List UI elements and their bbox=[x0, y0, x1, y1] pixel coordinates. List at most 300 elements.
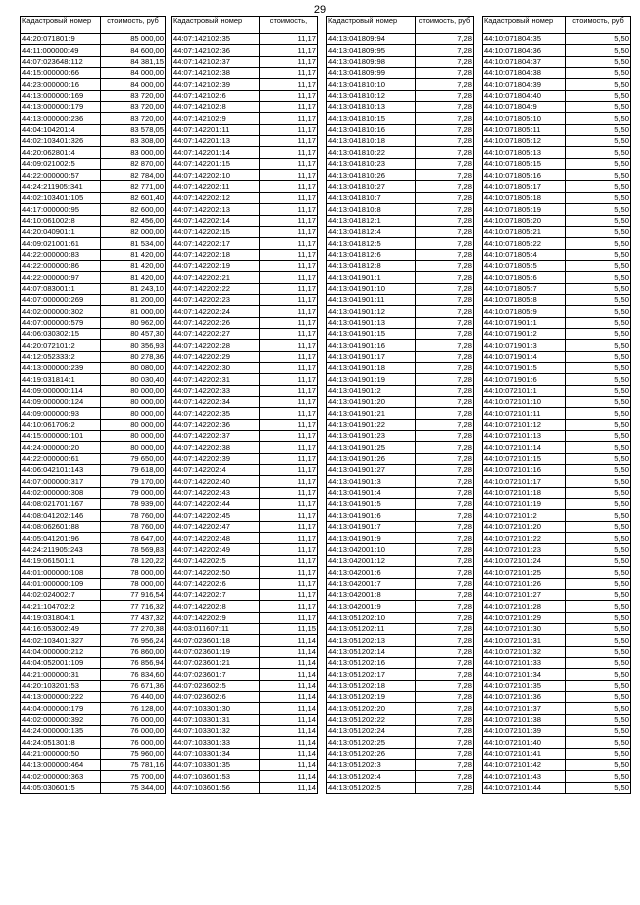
cadastral-number-cell: 44:13:041901:2 bbox=[327, 385, 416, 396]
cadastral-number-cell: 44:13:051202:24 bbox=[327, 725, 416, 736]
cadastral-number-cell: 44:12:052333:2 bbox=[21, 351, 101, 362]
cost-cell: 83 578,05 bbox=[101, 124, 166, 135]
table-row bbox=[327, 623, 474, 634]
cadastral-number-cell: 44:07:142202:31 bbox=[172, 374, 260, 385]
table-row bbox=[327, 669, 474, 680]
cost-cell: 11,14 bbox=[260, 646, 318, 657]
table-row bbox=[483, 90, 631, 101]
table-row bbox=[21, 260, 166, 271]
cost-cell: 7,28 bbox=[416, 102, 474, 113]
cost-cell: 76 128,00 bbox=[101, 703, 166, 714]
cost-cell: 5,50 bbox=[566, 283, 631, 294]
cadastral-number-cell: 44:10:072101:44 bbox=[483, 782, 566, 793]
cost-cell: 80 000,00 bbox=[101, 431, 166, 442]
cost-cell: 11,17 bbox=[260, 533, 318, 544]
table-row bbox=[172, 419, 318, 430]
cadastral-number-cell: 44:11:000000:49 bbox=[21, 45, 101, 56]
cadastral-number-cell: 44:10:072101:13 bbox=[483, 431, 566, 442]
cost-cell: 11,17 bbox=[260, 294, 318, 305]
cadastral-number-cell: 44:07:142201:11 bbox=[172, 124, 260, 135]
table-row bbox=[483, 226, 631, 237]
cost-cell: 82 771,00 bbox=[101, 181, 166, 192]
table-row bbox=[327, 555, 474, 566]
cost-cell: 11,14 bbox=[260, 760, 318, 771]
table-row bbox=[172, 136, 318, 147]
cost-cell: 5,50 bbox=[566, 771, 631, 782]
cost-cell: 81 534,00 bbox=[101, 238, 166, 249]
cadastral-number-cell: 44:10:071901:3 bbox=[483, 340, 566, 351]
table-row bbox=[483, 272, 631, 283]
table-row bbox=[172, 442, 318, 453]
cost-cell: 80 457,30 bbox=[101, 328, 166, 339]
table-row bbox=[483, 465, 631, 476]
cost-cell: 11,17 bbox=[260, 79, 318, 90]
table-row bbox=[172, 510, 318, 521]
table-row bbox=[172, 487, 318, 498]
cadastral-number-cell: 44:07:142202:37 bbox=[172, 431, 260, 442]
cadastral-number-cell: 44:13:041810:12 bbox=[327, 90, 416, 101]
cost-cell: 11,17 bbox=[260, 385, 318, 396]
cadastral-number-cell: 44:10:071805:16 bbox=[483, 170, 566, 181]
cost-cell: 5,50 bbox=[566, 623, 631, 634]
cost-cell: 82 000,00 bbox=[101, 226, 166, 237]
table-row bbox=[172, 578, 318, 589]
table-row bbox=[327, 340, 474, 351]
cadastral-number-cell: 44:10:071901:5 bbox=[483, 362, 566, 373]
cost-cell: 7,28 bbox=[416, 635, 474, 646]
cadastral-number-cell: 44:02:103401:105 bbox=[21, 192, 101, 203]
cost-cell: 7,28 bbox=[416, 34, 474, 45]
header-cost: стоимость, руб bbox=[101, 17, 166, 34]
cost-cell: 80 000,00 bbox=[101, 419, 166, 430]
table-row bbox=[327, 465, 474, 476]
table-row bbox=[21, 635, 166, 646]
cost-cell: 78 760,00 bbox=[101, 510, 166, 521]
cost-cell: 7,28 bbox=[416, 215, 474, 226]
cost-cell: 11,17 bbox=[260, 306, 318, 317]
table-row bbox=[21, 680, 166, 691]
table-row bbox=[21, 340, 166, 351]
cost-cell: 11,17 bbox=[260, 272, 318, 283]
cadastral-number-cell: 44:10:071805:12 bbox=[483, 136, 566, 147]
table-row bbox=[21, 158, 166, 169]
table-row bbox=[327, 306, 474, 317]
cadastral-number-cell: 44:13:051202:4 bbox=[327, 771, 416, 782]
cadastral-number-cell: 44:10:072101:23 bbox=[483, 544, 566, 555]
cadastral-number-cell: 44:02:000000:392 bbox=[21, 714, 101, 725]
cadastral-number-cell: 44:07:142202:38 bbox=[172, 442, 260, 453]
cost-cell: 5,50 bbox=[566, 408, 631, 419]
cost-cell: 11,17 bbox=[260, 170, 318, 181]
table-row bbox=[483, 192, 631, 203]
table-row bbox=[327, 487, 474, 498]
table-row bbox=[327, 521, 474, 532]
table-row bbox=[21, 113, 166, 124]
table-row bbox=[483, 703, 631, 714]
cadastral-number-cell: 44:10:071804:39 bbox=[483, 79, 566, 90]
cost-cell: 7,28 bbox=[416, 306, 474, 317]
cadastral-number-cell: 44:13:051202:3 bbox=[327, 760, 416, 771]
table-row bbox=[327, 136, 474, 147]
cadastral-number-cell: 44:13:041810:10 bbox=[327, 79, 416, 90]
cadastral-number-cell: 44:09:000000:93 bbox=[21, 408, 101, 419]
cadastral-number-cell: 44:07:142202:50 bbox=[172, 567, 260, 578]
cadastral-number-cell: 44:13:042001:12 bbox=[327, 555, 416, 566]
table-row bbox=[327, 635, 474, 646]
cadastral-number-cell: 44:10:072101:22 bbox=[483, 533, 566, 544]
table-row bbox=[327, 589, 474, 600]
cadastral-number-cell: 44:13:042001:6 bbox=[327, 567, 416, 578]
table-row bbox=[483, 533, 631, 544]
table-row bbox=[21, 283, 166, 294]
cost-cell: 5,50 bbox=[566, 351, 631, 362]
cadastral-number-cell: 44:10:071805:7 bbox=[483, 283, 566, 294]
table-row bbox=[483, 782, 631, 793]
table-row bbox=[172, 340, 318, 351]
table-row bbox=[21, 476, 166, 487]
table-row bbox=[327, 453, 474, 464]
cadastral-number-cell: 44:13:000000:236 bbox=[21, 113, 101, 124]
table-row bbox=[483, 56, 631, 67]
cadastral-number-cell: 44:10:072101:32 bbox=[483, 646, 566, 657]
cost-cell: 81 000,00 bbox=[101, 306, 166, 317]
cadastral-number-cell: 44:10:072101:43 bbox=[483, 771, 566, 782]
cadastral-number-cell: 44:10:072101:39 bbox=[483, 725, 566, 736]
cadastral-number-cell: 44:22:000000:57 bbox=[21, 170, 101, 181]
table-row bbox=[483, 283, 631, 294]
table-row bbox=[172, 102, 318, 113]
cost-cell: 5,50 bbox=[566, 748, 631, 759]
table-row bbox=[327, 771, 474, 782]
cadastral-number-cell: 44:07:142102:36 bbox=[172, 45, 260, 56]
cadastral-number-cell: 44:13:041812:4 bbox=[327, 226, 416, 237]
header-cadastral-number: Кадастровый номер bbox=[21, 17, 101, 34]
cadastral-number-cell: 44:13:000000:222 bbox=[21, 691, 101, 702]
cadastral-number-cell: 44:07:103601:56 bbox=[172, 782, 260, 793]
cadastral-number-cell: 44:13:041809:95 bbox=[327, 45, 416, 56]
cost-cell: 80 080,00 bbox=[101, 362, 166, 373]
table-row bbox=[483, 238, 631, 249]
table-row bbox=[21, 521, 166, 532]
table-row bbox=[327, 90, 474, 101]
cadastral-number-cell: 44:20:062801:4 bbox=[21, 147, 101, 158]
table-row bbox=[327, 782, 474, 793]
cadastral-number-cell: 44:13:041901:25 bbox=[327, 442, 416, 453]
table-row bbox=[172, 601, 318, 612]
cadastral-number-cell: 44:03:011607:11 bbox=[172, 623, 260, 634]
table-row bbox=[172, 249, 318, 260]
cadastral-number-cell: 44:07:142102:37 bbox=[172, 56, 260, 67]
cost-cell: 5,50 bbox=[566, 362, 631, 373]
cost-cell: 77 437,32 bbox=[101, 612, 166, 623]
cadastral-number-cell: 44:06:042101:143 bbox=[21, 465, 101, 476]
cost-cell: 11,17 bbox=[260, 521, 318, 532]
table-row bbox=[327, 442, 474, 453]
table-row bbox=[21, 487, 166, 498]
cost-cell: 80 030,40 bbox=[101, 374, 166, 385]
table-row bbox=[172, 760, 318, 771]
table-row bbox=[327, 419, 474, 430]
cost-cell: 5,50 bbox=[566, 533, 631, 544]
cadastral-number-cell: 44:13:051202:22 bbox=[327, 714, 416, 725]
table-row bbox=[172, 408, 318, 419]
table-row bbox=[483, 260, 631, 271]
cost-cell: 80 000,00 bbox=[101, 442, 166, 453]
cost-cell: 82 601,40 bbox=[101, 192, 166, 203]
table-row bbox=[21, 181, 166, 192]
cadastral-number-cell: 44:24:211905:243 bbox=[21, 544, 101, 555]
cost-cell: 83 720,00 bbox=[101, 102, 166, 113]
table-row bbox=[21, 555, 166, 566]
table-row bbox=[327, 204, 474, 215]
table-row bbox=[172, 204, 318, 215]
cadastral-number-cell: 44:13:041810:15 bbox=[327, 113, 416, 124]
table-row bbox=[172, 703, 318, 714]
cost-cell: 7,28 bbox=[416, 374, 474, 385]
cost-cell: 5,50 bbox=[566, 657, 631, 668]
table-row bbox=[327, 748, 474, 759]
cadastral-number-cell: 44:01:000000:108 bbox=[21, 567, 101, 578]
cost-table-3 bbox=[326, 16, 474, 794]
cadastral-number-cell: 44:10:071805:5 bbox=[483, 260, 566, 271]
table-row bbox=[21, 578, 166, 589]
cadastral-number-cell: 44:20:072101:2 bbox=[21, 340, 101, 351]
cadastral-number-cell: 44:08:062601:88 bbox=[21, 521, 101, 532]
cadastral-number-cell: 44:07:142202:40 bbox=[172, 476, 260, 487]
cost-table-2 bbox=[171, 16, 318, 794]
cost-cell: 7,28 bbox=[416, 226, 474, 237]
cost-cell: 5,50 bbox=[566, 272, 631, 283]
table-row bbox=[327, 601, 474, 612]
cost-cell: 7,28 bbox=[416, 419, 474, 430]
table-row bbox=[21, 760, 166, 771]
cadastral-number-cell: 44:13:051202:11 bbox=[327, 623, 416, 634]
cadastral-number-cell: 44:13:041901:26 bbox=[327, 453, 416, 464]
cost-cell: 5,50 bbox=[566, 136, 631, 147]
cost-cell: 5,50 bbox=[566, 669, 631, 680]
cost-cell: 7,28 bbox=[416, 56, 474, 67]
cadastral-number-cell: 44:07:023648:112 bbox=[21, 56, 101, 67]
cadastral-number-cell: 44:10:072101:14 bbox=[483, 442, 566, 453]
table-row bbox=[327, 476, 474, 487]
cost-cell: 11,17 bbox=[260, 136, 318, 147]
cadastral-number-cell: 44:07:103301:32 bbox=[172, 725, 260, 736]
cost-cell: 11,14 bbox=[260, 714, 318, 725]
cost-cell: 7,28 bbox=[416, 487, 474, 498]
cadastral-number-cell: 44:13:041810:7 bbox=[327, 192, 416, 203]
cost-table-1 bbox=[20, 16, 166, 794]
cadastral-number-cell: 44:10:072101:27 bbox=[483, 589, 566, 600]
cadastral-number-cell: 44:13:051202:17 bbox=[327, 669, 416, 680]
table-row bbox=[21, 442, 166, 453]
cadastral-number-cell: 44:13:041901:16 bbox=[327, 340, 416, 351]
cost-cell: 5,50 bbox=[566, 544, 631, 555]
cadastral-number-cell: 44:10:071805:15 bbox=[483, 158, 566, 169]
cost-cell: 75 960,00 bbox=[101, 748, 166, 759]
cost-cell: 5,50 bbox=[566, 453, 631, 464]
table-row bbox=[483, 623, 631, 634]
cost-cell: 5,50 bbox=[566, 521, 631, 532]
cost-cell: 11,17 bbox=[260, 226, 318, 237]
table-row bbox=[483, 204, 631, 215]
table-row bbox=[21, 249, 166, 260]
cadastral-number-cell: 44:10:072101:20 bbox=[483, 521, 566, 532]
cost-cell: 7,28 bbox=[416, 612, 474, 623]
table-row bbox=[21, 79, 166, 90]
cost-cell: 7,28 bbox=[416, 442, 474, 453]
cost-cell: 7,28 bbox=[416, 431, 474, 442]
table-row bbox=[21, 385, 166, 396]
cost-cell: 11,17 bbox=[260, 249, 318, 260]
table-row bbox=[483, 147, 631, 158]
cost-cell: 77 270,38 bbox=[101, 623, 166, 634]
table-row bbox=[483, 510, 631, 521]
cadastral-number-cell: 44:07:142202:36 bbox=[172, 419, 260, 430]
cadastral-number-cell: 44:07:142202:12 bbox=[172, 192, 260, 203]
cost-cell: 11,14 bbox=[260, 771, 318, 782]
cost-cell: 11,17 bbox=[260, 68, 318, 79]
table-row bbox=[172, 680, 318, 691]
cost-cell: 11,17 bbox=[260, 567, 318, 578]
table-row bbox=[21, 771, 166, 782]
cost-cell: 7,28 bbox=[416, 510, 474, 521]
cost-cell: 7,28 bbox=[416, 691, 474, 702]
cost-cell: 79 000,00 bbox=[101, 487, 166, 498]
cadastral-number-cell: 44:10:072101:35 bbox=[483, 680, 566, 691]
table-row bbox=[327, 215, 474, 226]
cost-cell: 11,14 bbox=[260, 737, 318, 748]
table-row bbox=[483, 397, 631, 408]
cost-cell: 5,50 bbox=[566, 385, 631, 396]
cadastral-number-cell: 44:07:142202:47 bbox=[172, 521, 260, 532]
cadastral-number-cell: 44:07:142202:14 bbox=[172, 215, 260, 226]
cost-cell: 11,17 bbox=[260, 113, 318, 124]
cost-cell: 5,50 bbox=[566, 499, 631, 510]
cost-cell: 78 760,00 bbox=[101, 521, 166, 532]
cost-cell: 11,17 bbox=[260, 419, 318, 430]
cadastral-number-cell: 44:20:040901:1 bbox=[21, 226, 101, 237]
table-row bbox=[21, 226, 166, 237]
cost-cell: 7,28 bbox=[416, 680, 474, 691]
cadastral-number-cell: 44:05:041201:96 bbox=[21, 533, 101, 544]
table-row bbox=[327, 691, 474, 702]
table-row bbox=[483, 589, 631, 600]
table-row bbox=[172, 192, 318, 203]
cadastral-number-cell: 44:10:071804:37 bbox=[483, 56, 566, 67]
table-row bbox=[21, 623, 166, 634]
table-row bbox=[21, 646, 166, 657]
cost-cell: 84 600,00 bbox=[101, 45, 166, 56]
cost-cell: 11,14 bbox=[260, 669, 318, 680]
cost-cell: 81 420,00 bbox=[101, 249, 166, 260]
table-row bbox=[172, 181, 318, 192]
cost-cell: 11,14 bbox=[260, 748, 318, 759]
cost-cell: 11,14 bbox=[260, 680, 318, 691]
cost-cell: 7,28 bbox=[416, 90, 474, 101]
cadastral-number-cell: 44:13:000000:179 bbox=[21, 102, 101, 113]
cadastral-number-cell: 44:07:142202:35 bbox=[172, 408, 260, 419]
cost-cell: 78 000,00 bbox=[101, 578, 166, 589]
cost-cell: 7,28 bbox=[416, 782, 474, 793]
cadastral-number-cell: 44:13:041810:16 bbox=[327, 124, 416, 135]
table-row bbox=[172, 589, 318, 600]
table-row bbox=[172, 465, 318, 476]
cadastral-number-cell: 44:07:142202:45 bbox=[172, 510, 260, 521]
cost-cell: 7,28 bbox=[416, 703, 474, 714]
table-row bbox=[21, 328, 166, 339]
table-row bbox=[21, 748, 166, 759]
cost-cell: 7,28 bbox=[416, 249, 474, 260]
table-row bbox=[172, 215, 318, 226]
table-row bbox=[327, 181, 474, 192]
cadastral-number-cell: 44:10:072101:36 bbox=[483, 691, 566, 702]
table-row bbox=[21, 374, 166, 385]
cadastral-number-cell: 44:10:072101:10 bbox=[483, 397, 566, 408]
cadastral-number-cell: 44:07:142102:9 bbox=[172, 113, 260, 124]
cadastral-number-cell: 44:13:051202:10 bbox=[327, 612, 416, 623]
table-row bbox=[172, 226, 318, 237]
cost-cell: 11,17 bbox=[260, 260, 318, 271]
cadastral-number-cell: 44:22:000000:97 bbox=[21, 272, 101, 283]
cadastral-number-cell: 44:24:211905:341 bbox=[21, 181, 101, 192]
cadastral-number-cell: 44:07:023602:5 bbox=[172, 680, 260, 691]
table-row bbox=[172, 544, 318, 555]
cost-cell: 11,17 bbox=[260, 283, 318, 294]
cost-cell: 7,28 bbox=[416, 397, 474, 408]
cadastral-number-cell: 44:10:071805:11 bbox=[483, 124, 566, 135]
cadastral-number-cell: 44:09:021002:5 bbox=[21, 158, 101, 169]
cost-cell: 11,14 bbox=[260, 635, 318, 646]
cost-cell: 5,50 bbox=[566, 419, 631, 430]
cadastral-number-cell: 44:06:030302:15 bbox=[21, 328, 101, 339]
cost-cell: 75 344,00 bbox=[101, 782, 166, 793]
cadastral-number-cell: 44:10:072101:40 bbox=[483, 737, 566, 748]
table-row bbox=[327, 374, 474, 385]
cost-cell: 11,14 bbox=[260, 725, 318, 736]
header-cadastral-number: Кадастровый номер bbox=[327, 17, 416, 34]
cost-cell: 7,28 bbox=[416, 136, 474, 147]
cost-cell: 82 600,00 bbox=[101, 204, 166, 215]
cost-cell: 77 716,32 bbox=[101, 601, 166, 612]
cost-cell: 76 000,00 bbox=[101, 737, 166, 748]
table-row bbox=[21, 601, 166, 612]
table-row bbox=[21, 238, 166, 249]
cadastral-number-cell: 44:13:051202:25 bbox=[327, 737, 416, 748]
cost-cell: 7,28 bbox=[416, 646, 474, 657]
table-row bbox=[327, 226, 474, 237]
cost-cell: 7,28 bbox=[416, 294, 474, 305]
cost-cell: 80 000,00 bbox=[101, 397, 166, 408]
cadastral-number-cell: 44:07:142202:11 bbox=[172, 181, 260, 192]
cadastral-number-cell: 44:13:051202:20 bbox=[327, 703, 416, 714]
cost-cell: 76 000,00 bbox=[101, 714, 166, 725]
cadastral-number-cell: 44:22:000000:61 bbox=[21, 453, 101, 464]
table-row bbox=[172, 90, 318, 101]
cost-cell: 5,50 bbox=[566, 226, 631, 237]
cost-cell: 79 618,00 bbox=[101, 465, 166, 476]
cost-cell: 11,17 bbox=[260, 544, 318, 555]
cost-cell: 5,50 bbox=[566, 249, 631, 260]
cadastral-number-cell: 44:02:024002:7 bbox=[21, 589, 101, 600]
table-row bbox=[327, 725, 474, 736]
cost-cell: 78 000,00 bbox=[101, 567, 166, 578]
table-row bbox=[172, 113, 318, 124]
cadastral-number-cell: 44:13:041901:22 bbox=[327, 419, 416, 430]
cadastral-number-cell: 44:10:072101:31 bbox=[483, 635, 566, 646]
cadastral-number-cell: 44:15:000000:101 bbox=[21, 431, 101, 442]
cadastral-number-cell: 44:07:142202:22 bbox=[172, 283, 260, 294]
cadastral-number-cell: 44:13:041901:12 bbox=[327, 306, 416, 317]
